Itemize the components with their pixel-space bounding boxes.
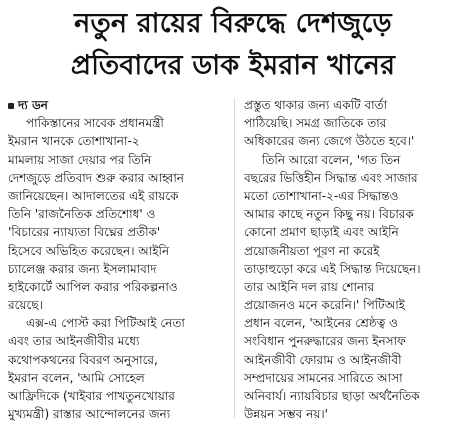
article-line: তাড়াহুড়ো করে এই সিদ্ধান্ত দিয়েছেন। [244,261,421,276]
article-line: মামলায় সাজা দেয়ার পর তিনি [8,152,152,167]
article-line: আফ্রিদিকে (খাইবার পাখতুনখোয়ার [8,389,175,403]
article-line: অনিবার্য। ন্যায়বিচার ছাড়া অর্থনৈতিক [244,389,420,403]
article-line: উন্নয়ন সম্ভব নয়।' [244,407,328,422]
article-line: তিনি 'রাজনৈতিক প্রতিশোধ' ও [8,207,156,222]
article-line: ইমরান বলেন, 'আমি সোহেল [8,370,145,385]
article-line: আমার কাছে নতুন কিছু নয়। বিচারক [244,207,414,222]
article-line: পাকিস্তানের সাবেক প্রধানমন্ত্রী [26,116,164,131]
article-line: সংবিধান পুনরুদ্ধারের জন্য ইনসাফ [244,334,406,349]
article-line: প্রয়োজনও মনে করেনি।' পিটিআই [244,298,405,313]
article-line: বছরের ভিত্তিহীন সিদ্ধান্ত এবং সাজার [244,170,418,185]
article-line: তিনি আরো বলেন, 'গত তিন [262,152,401,167]
article-line: এক্স-এ পোস্ট করা পিটিআই নেতা [26,316,185,331]
article-line: হাইকোর্টে আপিল করার পরিকল্পনাও [8,279,178,294]
article-line: সম্প্রদায়ের সামনের সারিতে আসা [244,370,403,385]
article-column-left [8,96,218,423]
byline-marker-icon [8,103,14,109]
article-line: মতো তোশাখানা-২-এর সিদ্ধান্তও [244,188,399,203]
article-column-right [244,96,456,423]
article-line: জানিয়েছেন। আদালতের এই রায়কে [8,188,179,203]
column-divider [234,98,235,418]
article-line: প্রধান বলেন, 'আইনের শ্রেষ্ঠত্ব ও [244,316,398,331]
article-line: প্রস্তুত থাকার জন্য একটি বার্তা [244,98,388,112]
article-line: এবং তার আইনজীবীর মধ্যে [8,334,140,349]
article-line: প্রয়োজনীয়তা পূরণ না করেই [244,243,380,258]
article-line: আইনজীবী ফোরাম ও আইনজীবী [244,352,402,367]
article-line: অধিকারের জন্য জেগে উঠতে হবে।' [244,134,415,149]
article-line: হিসেবে অভিহিত করেছেন। আইনি [8,243,170,258]
article-line: রয়েছে। [8,298,43,313]
article-line: 'বিচারের ন্যায্যতা বিঘ্নের প্রতীক' [8,225,161,240]
article-line: পাঠিয়েছি। সমগ্র জাতিকে তার [244,116,387,131]
article-line: দেশজুড়ে প্রতিবাদ শুরু করার আহ্বান [8,170,184,185]
article-line: চ্যালেঞ্জ করার জন্য ইসলামাবাদ [8,261,157,276]
headline-line-2: প্রতিবাদের ডাক ইমরান খানের [70,50,396,81]
article-line: কোনো প্রমাণ ছাড়াই এবং আইনি [244,225,399,240]
byline-source: দ্য ডন [18,98,48,112]
byline [8,96,218,114]
article-line: ইমরান খানকে তোশাখানা-২ [8,134,140,149]
headline-line-1: নতুন রায়ের বিরুদ্ধে দেশজুড়ে [74,8,392,39]
article-line: কথোপকথনের বিবরণ অনুসারে, [8,352,158,367]
article-line: মুখ্যমন্ত্রী) রাস্তার আন্দোলনের জন্য [8,407,171,422]
article-line: তার আইনি দল রায় শোনার [244,279,375,294]
